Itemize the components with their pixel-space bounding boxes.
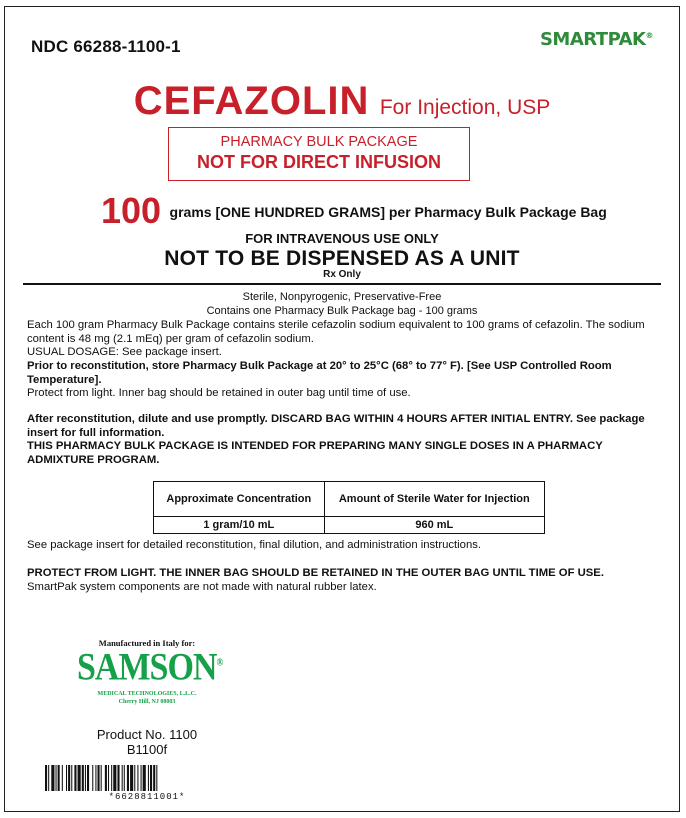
divider [23, 283, 661, 285]
storage-instructions: Prior to reconstitution, store Pharmacy Bulk Package at 20° to 25°C (68° to 77° F). [See USP Controlled Room Temperature]. [27, 360, 612, 386]
quantity-number: 100 [101, 190, 162, 231]
table-cell: 960 mL [324, 517, 544, 534]
quantity-text: grams [ONE HUNDRED GRAMS] per Pharmacy Bulk Package Bag [169, 204, 607, 220]
manufacturer-address: Cherry Hill, NJ 08003 [118, 699, 176, 705]
see-insert-text: See package insert for detailed reconstitution, final dilution, and administration instructions. [27, 539, 482, 551]
smartpak-logo [540, 29, 653, 50]
protect-light-warning: PROTECT FROM LIGHT. THE INNER BAG SHOULD BE RETAINED IN THE OUTER BAG UNTIL TIME OF USE. [27, 567, 604, 579]
iv-only-text: FOR INTRAVENOUS USE ONLY [245, 231, 439, 246]
product-number: Product No. 1100 [96, 727, 198, 742]
after-reconstitution-b: DISCARD BAG WITHIN 4 HOURS AFTER INITIAL ENTRY. See package insert for full information. [27, 413, 645, 439]
drug-name: CEFAZOLIN [133, 79, 370, 123]
samson-logo-text: SAMSON [77, 646, 217, 689]
barcode-text: *6628811001* [108, 792, 186, 802]
protect-light-note: Protect from light. Inner bag should be retained in outer bag until time of use. [27, 387, 411, 399]
contains-text: Contains one Pharmacy Bulk Package bag - 100 grams [206, 305, 478, 317]
table-header: Approximate Concentration [154, 482, 325, 517]
bulk-package-warning [168, 127, 470, 181]
concentration-table [153, 481, 545, 534]
sterile-text: Sterile, Nonpyrogenic, Preservative-Free [242, 291, 442, 303]
after-reconstitution-a: After reconstitution, dilute and use promptly. [27, 413, 271, 425]
warning-line-2: NOT FOR DIRECT INFUSION [197, 152, 441, 172]
usual-dosage: USUAL DOSAGE: See package insert. [27, 346, 222, 358]
registered-mark: ® [216, 656, 223, 668]
ndc-number: NDC 66288-1100-1 [31, 37, 181, 56]
table-header: Amount of Sterile Water for Injection [324, 482, 544, 517]
table-header-row [154, 482, 545, 517]
lot-code: B1100f [126, 742, 168, 757]
drug-title [5, 79, 679, 124]
barcode-icon [45, 765, 249, 791]
samson-logo [77, 646, 223, 690]
table-cell: 1 gram/10 mL [154, 517, 325, 534]
table-row [154, 517, 545, 534]
smartpak-logo-text: SMARTPAK [539, 29, 646, 50]
rx-only-text: Rx Only [323, 269, 361, 280]
drug-label [4, 6, 680, 812]
registered-mark: ® [645, 31, 653, 40]
quantity-line [101, 190, 607, 232]
warning-line-1: PHARMACY BULK PACKAGE [220, 134, 418, 150]
after-reconstitution [27, 413, 661, 440]
latex-statement: SmartPak system components are not made with natural rubber latex. [27, 581, 377, 593]
manufacturer-name: MEDICAL TECHNOLOGIES, L.L.C. [97, 691, 197, 697]
not-dispensed-text: NOT TO BE DISPENSED AS A UNIT [164, 247, 520, 270]
manufactured-for: Manufactured in Italy for: [98, 638, 196, 648]
intended-use: THIS PHARMACY BULK PACKAGE IS INTENDED FOR PREPARING MANY SINGLE DOSES IN A PHARMACY ADMIXTURE PROGRAM. [27, 440, 603, 466]
composition-paragraph: Each 100 gram Pharmacy Bulk Package contains sterile cefazolin sodium equivalent to 100 grams of cefazolin. The sodium content is 48 mg (2.1 mEq) per gram of cefazolin sodium. [27, 319, 645, 345]
drug-form: For Injection, USP [379, 96, 551, 119]
